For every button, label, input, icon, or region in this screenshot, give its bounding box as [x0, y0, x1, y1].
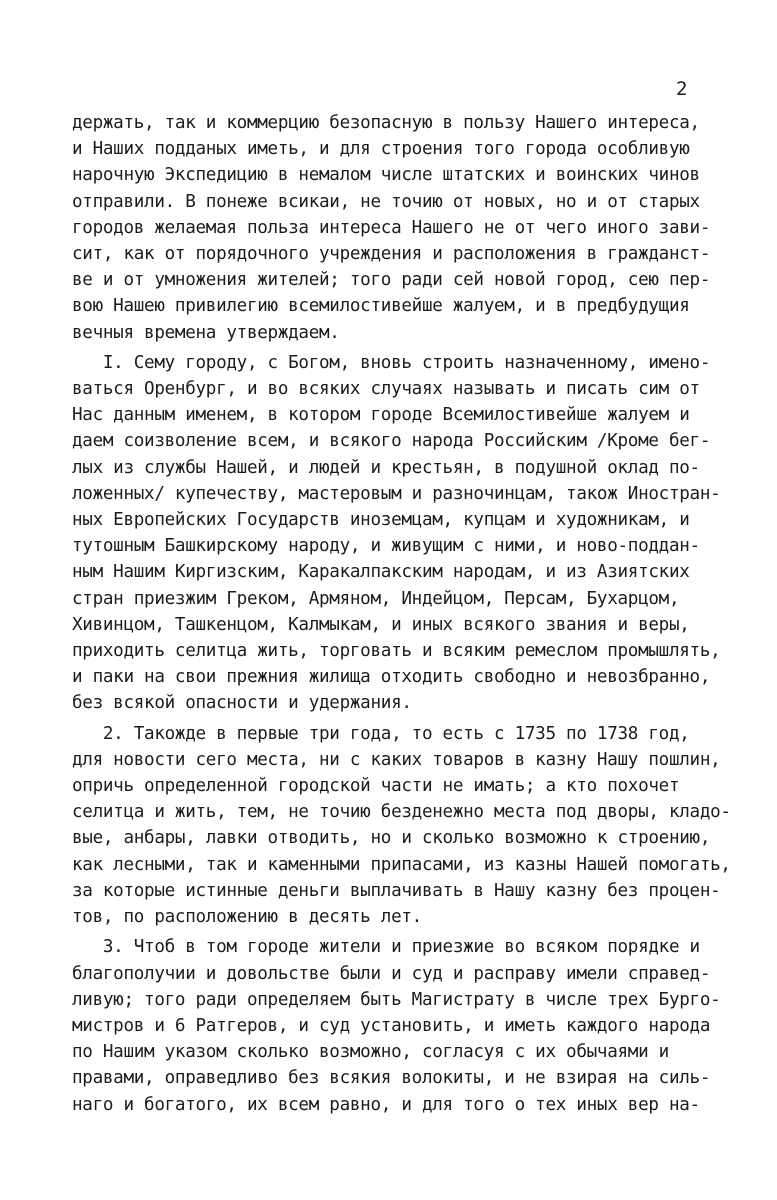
text-line: мистров и 6 Ратгеров, и суд установить, и иметь каждого народа — [72, 1015, 711, 1036]
text-line: вые, анбары, лавки отводить, но и сколько возможно к строению, — [72, 828, 711, 849]
text-line: ве и от умножения жителей; того ради сей новой город, сею пер- — [72, 270, 711, 291]
document-body — [72, 110, 752, 1118]
text-line: без всякой опасности и удержания. — [72, 693, 412, 714]
text-line: за которые истинные деньги выплачивать в Нашу казну без процен- — [72, 880, 721, 901]
text-line: ным Нашим Киргизским, Каракалпакским народам, и из Азиятских — [72, 562, 690, 583]
text-line: по Нашим указом сколько возможно, согласуя с их обычаями и — [72, 1042, 669, 1063]
text-line: 3. Чтоб в том городе жители и приезжие во всяком порядке и — [72, 937, 700, 958]
text-line: Нас данным именем, в котором городе Всемилостивейше жалуем и — [72, 405, 690, 426]
text-line: даем соизволение всем, и всякого народа Российским /Кроме бег- — [72, 431, 711, 452]
page-number: 2 — [676, 78, 688, 100]
text-line: сит, как от порядочного учреждения и расположения в гражданст- — [72, 244, 711, 265]
text-line: и Наших подданых иметь, и для строения того города особливую — [72, 139, 690, 160]
text-line: наго и богатого, их всем равно, и для того о тех иных вер на- — [72, 1094, 700, 1115]
text-line: ных Европейских Государств иноземцам, купцам и художникам, и — [72, 510, 690, 531]
text-line: благополучии и довольстве были и суд и расправу имели справед- — [72, 963, 711, 984]
text-line: правами, оправедливо без всякия волокиты, и не взирая на силь- — [72, 1068, 711, 1089]
text-line: тов, по расположению в десять лет. — [72, 907, 422, 928]
text-line: как лесными, так и каменными припасами, из казны Нашей помогать, — [72, 854, 731, 875]
text-line: вою Нашею привилегию всемилостивейше жалуем, и в предбудущия — [72, 296, 690, 317]
text-line: стран приезжим Греком, Армяном, Индейцом, Персам, Бухарцом, — [72, 588, 680, 609]
text-line: 2. Такожде в первые три года, то есть с 1735 по 1738 год, — [72, 723, 690, 744]
text-line: нарочную Экспедицию в немалом числе штатских и воинских чинов — [72, 165, 700, 186]
text-line: ваться Оренбург, и во всяких случаях называть и писать сим от — [72, 379, 700, 400]
paragraph-article-2 — [72, 721, 752, 931]
text-line: городов желаемая польза интереса Нашего не от чего иного зави- — [72, 217, 711, 238]
text-line: селитца и жить, тем, не точию безденежно места под дворы, кладо- — [72, 802, 731, 823]
paragraph-intro — [72, 110, 752, 346]
text-line: тутошным Башкирскому народу, и живущим с ними, и ново-поддан- — [72, 536, 700, 557]
text-line: Хивинцом, Ташкенцом, Калмыкам, и иных всякого звания и веры, — [72, 614, 690, 635]
text-line: I. Сему городу, с Богом, вновь строить назначенному, имено- — [72, 352, 711, 373]
text-line: лых из службы Нашей, и людей и крестьян, в подушной оклад по- — [72, 457, 700, 478]
text-line: опричь определенной городской части не имать; а кто похочет — [72, 776, 680, 797]
text-line: вечныя времена утверждаем. — [72, 322, 340, 343]
text-line: ливую; того ради определяем быть Магистрату в числе трех Бурго- — [72, 989, 721, 1010]
text-line: держать, так и коммерцию безопасную в пользу Нашего интереса, — [72, 113, 700, 133]
text-line: приходить селитца жить, торговать и всяким ремеслом промышлять, — [72, 641, 721, 662]
paragraph-article-1 — [72, 350, 752, 717]
text-line: ложенных/ купечеству, мастеровым и разночинцам, також Иностран- — [72, 483, 721, 504]
text-line: отправили. В понеже всикаи, не точию от новых, но и от старых — [72, 191, 700, 212]
text-line: и паки на свои прежния жилища отходить свободно и невозбранно, — [72, 667, 711, 688]
text-line: для новости сего места, ни с каких товаров в казну Нашу пошлин, — [72, 749, 721, 770]
paragraph-article-3 — [72, 934, 752, 1117]
